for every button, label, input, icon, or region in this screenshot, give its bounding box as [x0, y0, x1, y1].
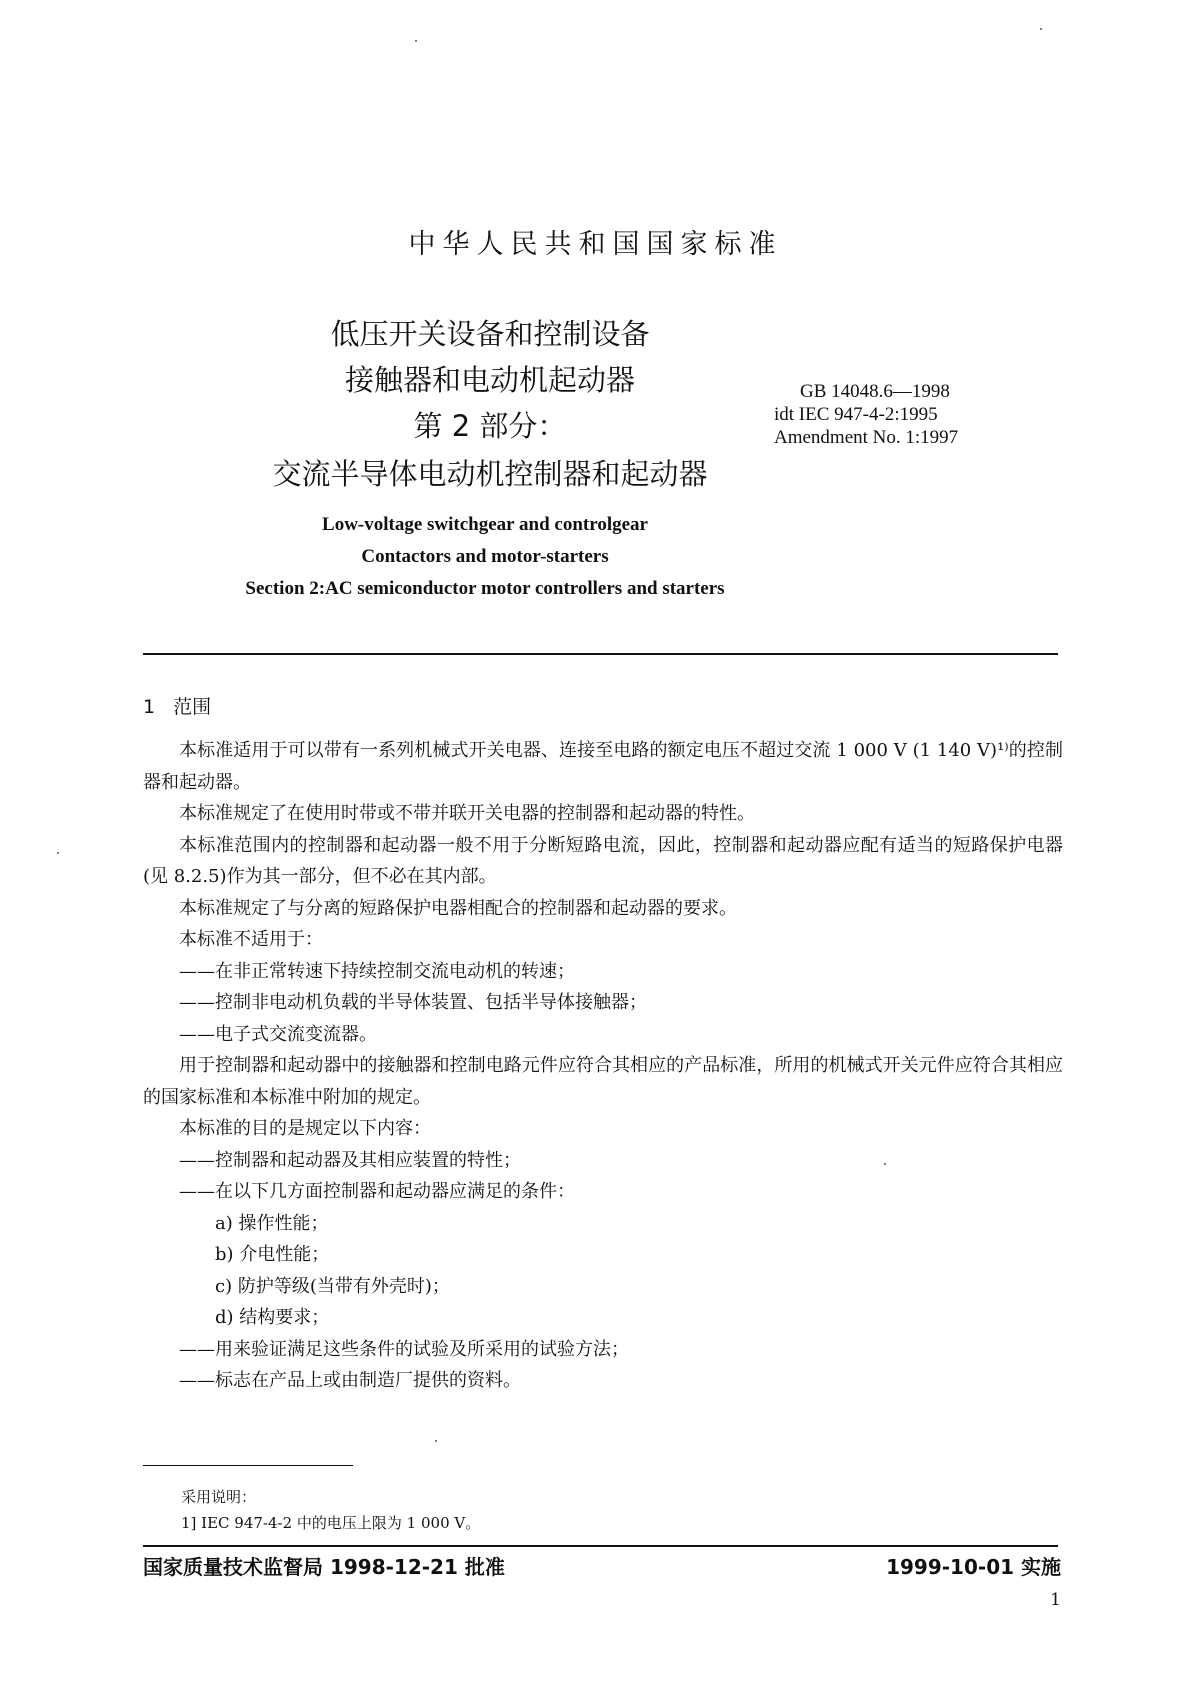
paragraph: 本标准规定了在使用时带或不带并联开关电器的控制器和起动器的特性。	[179, 803, 755, 824]
paragraph: 本标准不适用于：	[179, 929, 323, 950]
dash-list-item: ——电子式交流变流器。	[179, 1023, 377, 1045]
sub-list-item: c) 防护等级(当带有外壳时)；	[215, 1275, 450, 1297]
title-cn-line-4: 交流半导体电动机控制器和起动器	[272, 457, 708, 491]
dash-list-item: ——控制非电动机负载的半导体装置、包括半导体接触器；	[179, 992, 647, 1013]
title-en-line-1: Low-voltage switchgear and controlgear	[322, 514, 648, 535]
footnote-text: 1] IEC 947-4-2 中的电压上限为 1 000 V。	[181, 1514, 481, 1532]
amendment-code: Amendment No. 1:1997	[774, 427, 959, 448]
title-cn-line-2: 接触器和电动机起动器	[344, 363, 635, 397]
scan-speck	[415, 40, 417, 42]
footer-divider	[143, 1545, 1058, 1547]
paragraph: 用于控制器和起动器中的接触器和控制电路元件应符合其相应的产品标准，所用的机械式开关元件应符合其相应的国家标准和本标准中附加的规定。	[143, 1055, 1063, 1108]
title-cn-line-3: 第 2 部分：	[413, 409, 567, 443]
dash-list-item: ——用来验证满足这些条件的试验及所采用的试验方法；	[179, 1338, 629, 1360]
iec-code: idt IEC 947-4-2:1995	[774, 404, 938, 425]
dash-list-item: ——控制器和起动器及其相应装置的特性；	[179, 1149, 521, 1171]
national-standard-heading: 中华人民共和国国家标准	[408, 229, 783, 260]
dash-list-item: ——在非正常转速下持续控制交流电动机的转速；	[179, 960, 575, 982]
section-number: 1	[143, 696, 156, 718]
sub-list-item: d) 结构要求；	[215, 1307, 330, 1328]
title-divider	[143, 653, 1058, 655]
paragraph: 本标准规定了与分离的短路保护电器相配合的控制器和起动器的要求。	[179, 897, 737, 919]
standard-code-block	[774, 380, 959, 449]
paragraph: 本标准的目的是规定以下内容：	[179, 1118, 431, 1139]
section-title: 范围	[173, 696, 212, 718]
approval-line: 国家质量技术监督局 1998-12-21 批准	[143, 1555, 505, 1579]
gb-code: GB 14048.6—1998	[800, 381, 950, 402]
scan-speck	[435, 1440, 437, 1442]
title-cn-line-1: 低压开关设备和控制设备	[330, 317, 650, 351]
implementation-date: 1999-10-01 实施	[886, 1555, 1061, 1579]
scan-speck	[57, 852, 59, 854]
scan-speck	[1040, 28, 1042, 30]
scope-body	[143, 735, 1063, 1397]
title-en-line-3: Section 2:AC semiconductor motor controllers and starters	[245, 578, 725, 599]
paragraph: 本标准适用于可以带有一系列机械式开关电器、连接至电路的额定电压不超过交流 1 000 V (1 140 V)¹⁾的控制器和起动器。	[143, 740, 1063, 793]
footnote-label: 采用说明：	[181, 1488, 257, 1506]
sub-list-item: b) 介电性能；	[215, 1244, 330, 1265]
sub-list-item: a) 操作性能；	[215, 1212, 329, 1234]
dash-list-item: ——在以下几方面控制器和起动器应满足的条件：	[179, 1181, 575, 1202]
scan-speck	[884, 1163, 886, 1165]
title-en-line-2: Contactors and motor-starters	[361, 546, 609, 567]
paragraph: 本标准范围内的控制器和起动器一般不用于分断短路电流，因此，控制器和起动器应配有适当的短路保护电器(见 8.2.5)作为其一部分，但不必在其内部。	[143, 834, 1063, 887]
page-number: 1	[1050, 1590, 1061, 1610]
footnote-divider	[143, 1465, 353, 1466]
section-heading	[143, 692, 211, 719]
dash-list-item: ——标志在产品上或由制造厂提供的资料。	[179, 1370, 521, 1391]
